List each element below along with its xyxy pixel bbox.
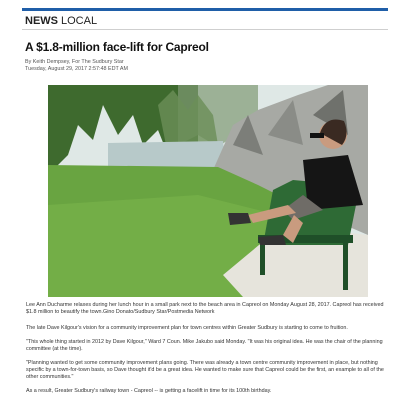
photo-caption: Lee Ann Ducharme relaxes during her lunch hour in a small park next to the beach area in Capreol on Monday August 28, 2017. Capreol has received $1.8 million to beautify the town.Gino Donato/Sudbury Star/Postmedia Network — [26, 302, 384, 315]
section-name[interactable]: NEWS — [25, 15, 58, 27]
article-paragraph: As a result, Greater Sudbury's railway town - Capreol -- is getting a facelift in time for its 100th birthday. — [26, 388, 272, 394]
article-paragraph: "Planning wanted to get some community improvement plans going. There was already a town centre community improvement in place, but nothing specific by a town-for-town basis, so Dave thought it'd be a great idea. He wanted to make sure that Capreol could be the first, an example to all of the other communities." — [26, 360, 384, 380]
header-accent-bar — [22, 8, 388, 11]
article-dateline: Tuesday, August 29, 2017 2:57:48 EDT AM — [25, 66, 128, 72]
article-paragraph: "This whole thing started in 2012 by Dave Kilgour," Ward 7 Coun. Mike Jakubo said Monday. "It was his original idea. He was the chair of the planning committee (at the time). — [26, 339, 383, 352]
article-byline: By Keith Dempsey, For The Sudbury Star — [25, 59, 124, 65]
article-photo — [48, 85, 368, 297]
section-label — [25, 14, 97, 28]
header-divider — [22, 29, 388, 30]
section-subname[interactable]: LOCAL — [61, 15, 98, 27]
photo-woman-on-bench — [48, 85, 368, 297]
article-headline: A $1.8-million face-lift for Capreol — [25, 40, 209, 54]
article-paragraph: The late Dave Kilgour's vision for a community improvement plan for town centres within Greater Sudbury is starting to come to fruition. — [26, 325, 348, 331]
